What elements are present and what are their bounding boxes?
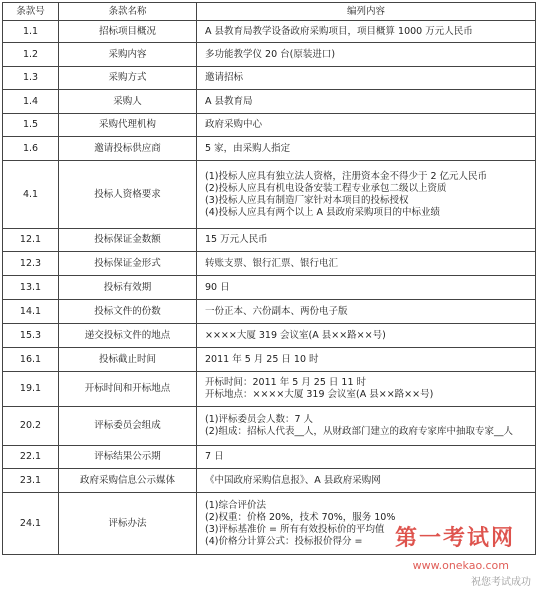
clause-number: 22.1 bbox=[3, 446, 59, 469]
content-line: 一份正本、六份副本、两份电子版 bbox=[205, 305, 348, 317]
content-line: 多功能教学仪 20 台(原装进口) bbox=[205, 48, 336, 60]
table-row bbox=[3, 137, 536, 161]
table-row bbox=[3, 21, 536, 43]
table-row bbox=[3, 407, 536, 446]
clause-content bbox=[197, 407, 536, 446]
clause-number: 1.3 bbox=[3, 67, 59, 90]
clause-name: 投标文件的份数 bbox=[59, 300, 197, 324]
clause-name: 投标有效期 bbox=[59, 276, 197, 300]
header-content: 编列内容 bbox=[197, 3, 536, 21]
content-line: 转账支票、银行汇票、银行电汇 bbox=[205, 257, 339, 269]
clause-content bbox=[197, 469, 536, 493]
watermark-brand: 第一考试网 bbox=[394, 526, 515, 551]
clause-content bbox=[197, 229, 536, 252]
clause-name: 招标项目概况 bbox=[59, 21, 197, 43]
clause-number: 16.1 bbox=[3, 348, 59, 372]
content-line: 开标地点：××××大厦 319 会议室(A 县××路××号) bbox=[205, 389, 434, 400]
clause-name: 投标截止时间 bbox=[59, 348, 197, 372]
clause-number: 1.2 bbox=[3, 43, 59, 67]
clause-number: 14.1 bbox=[3, 300, 59, 324]
clause-number: 13.1 bbox=[3, 276, 59, 300]
clause-name: 投标保证金数额 bbox=[59, 229, 197, 252]
clause-content bbox=[197, 43, 536, 67]
clause-content bbox=[197, 300, 536, 324]
content-line: 开标时间：2011 年 5 月 25 日 11 时 bbox=[205, 377, 367, 388]
content-line: 《中国政府采购信息报》、A 县政府采购网 bbox=[205, 474, 381, 486]
clause-number: 24.1 bbox=[3, 493, 59, 555]
content-line: ××××大厦 319 会议室(A 县××路××号) bbox=[205, 329, 386, 341]
content-line: (2)组成：招标人代表__人，从财政部门建立的政府专家库中抽取专家__人 bbox=[205, 426, 513, 437]
clause-number: 12.3 bbox=[3, 252, 59, 276]
clause-content bbox=[197, 276, 536, 300]
clause-number: 20.2 bbox=[3, 407, 59, 446]
clause-name: 递交投标文件的地点 bbox=[59, 324, 197, 348]
content-line: 7 日 bbox=[205, 451, 224, 462]
table-row bbox=[3, 90, 536, 114]
content-line: 政府采购中心 bbox=[205, 119, 263, 130]
content-line: 90 日 bbox=[205, 281, 230, 293]
clause-name: 邀请投标供应商 bbox=[59, 137, 197, 161]
table-header-row bbox=[3, 3, 536, 21]
content-line: (2)权重：价格 20%，技术 70%，服务 10% bbox=[205, 511, 396, 523]
content-line: 15 万元人民币 bbox=[205, 234, 268, 245]
clause-number: 4.1 bbox=[3, 161, 59, 229]
clause-name: 评标结果公示期 bbox=[59, 446, 197, 469]
content-line: (1)投标人应具有独立法人资格，注册资本金不得少于 2 亿元人民币 bbox=[205, 170, 488, 182]
clause-content bbox=[197, 372, 536, 407]
content-line: 邀请招标 bbox=[205, 72, 244, 83]
clause-name: 采购代理机构 bbox=[59, 114, 197, 137]
table-row bbox=[3, 446, 536, 469]
table-row bbox=[3, 324, 536, 348]
content-line: A 县教育局教学设备政府采购项目，项目概算 1000 万元人民币 bbox=[205, 25, 473, 37]
clause-name: 采购内容 bbox=[59, 43, 197, 67]
header-clause-no: 条款号 bbox=[3, 3, 59, 21]
clause-name: 采购方式 bbox=[59, 67, 197, 90]
table-row bbox=[3, 469, 536, 493]
content-line: (1)评标委员会人数：7 人 bbox=[205, 414, 314, 425]
content-line: A 县教育局 bbox=[205, 95, 253, 107]
clause-name: 评标办法 bbox=[59, 493, 197, 555]
table-row bbox=[3, 348, 536, 372]
tender-terms-table bbox=[2, 2, 536, 555]
content-line: (1)综合评价法 bbox=[205, 499, 266, 511]
clause-content bbox=[197, 21, 536, 43]
table-row bbox=[3, 252, 536, 276]
table-row bbox=[3, 161, 536, 229]
table-row bbox=[3, 43, 536, 67]
content-line: 5 家，由采购人指定 bbox=[205, 142, 291, 154]
clause-number: 1.6 bbox=[3, 137, 59, 161]
clause-content bbox=[197, 348, 536, 372]
content-line: (4)价格分计算公式：投标报价得分 = bbox=[205, 535, 363, 547]
clause-number: 1.1 bbox=[3, 21, 59, 43]
clause-number: 12.1 bbox=[3, 229, 59, 252]
table-row bbox=[3, 67, 536, 90]
table-row bbox=[3, 276, 536, 300]
clause-name: 采购人 bbox=[59, 90, 197, 114]
watermark-url: www.onekao.com bbox=[412, 559, 509, 572]
clause-number: 15.3 bbox=[3, 324, 59, 348]
clause-content bbox=[197, 446, 536, 469]
clause-content bbox=[197, 114, 536, 137]
table-row bbox=[3, 114, 536, 137]
clause-number: 19.1 bbox=[3, 372, 59, 407]
clause-name: 投标人资格要求 bbox=[59, 161, 197, 229]
clause-number: 1.4 bbox=[3, 90, 59, 114]
content-line: (2)投标人应具有机电设备安装工程专业承包二级以上资质 bbox=[205, 182, 447, 194]
clause-number: 23.1 bbox=[3, 469, 59, 493]
clause-content bbox=[197, 137, 536, 161]
clause-content bbox=[197, 67, 536, 90]
clause-name: 政府采购信息公示媒体 bbox=[59, 469, 197, 493]
header-clause-name: 条款名称 bbox=[59, 3, 197, 21]
table-row bbox=[3, 300, 536, 324]
clause-content bbox=[197, 252, 536, 276]
content-line: 2011 年 5 月 25 日 10 时 bbox=[205, 353, 319, 365]
clause-name: 开标时间和开标地点 bbox=[59, 372, 197, 407]
watermark-slogan: 祝您考试成功 bbox=[471, 577, 531, 588]
table-row bbox=[3, 229, 536, 252]
content-line: (3)评标基准价 = 所有有效投标价的平均值 bbox=[205, 523, 385, 535]
clause-number: 1.5 bbox=[3, 114, 59, 137]
content-line: (4)投标人应具有两个以上 A 县政府采购项目的中标业绩 bbox=[205, 206, 440, 218]
table-row bbox=[3, 372, 536, 407]
clause-content bbox=[197, 324, 536, 348]
clause-name: 评标委员会组成 bbox=[59, 407, 197, 446]
content-line: (3)投标人应具有制造厂家针对本项目的投标授权 bbox=[205, 194, 409, 206]
clause-content bbox=[197, 90, 536, 114]
clause-content bbox=[197, 161, 536, 229]
clause-name: 投标保证金形式 bbox=[59, 252, 197, 276]
